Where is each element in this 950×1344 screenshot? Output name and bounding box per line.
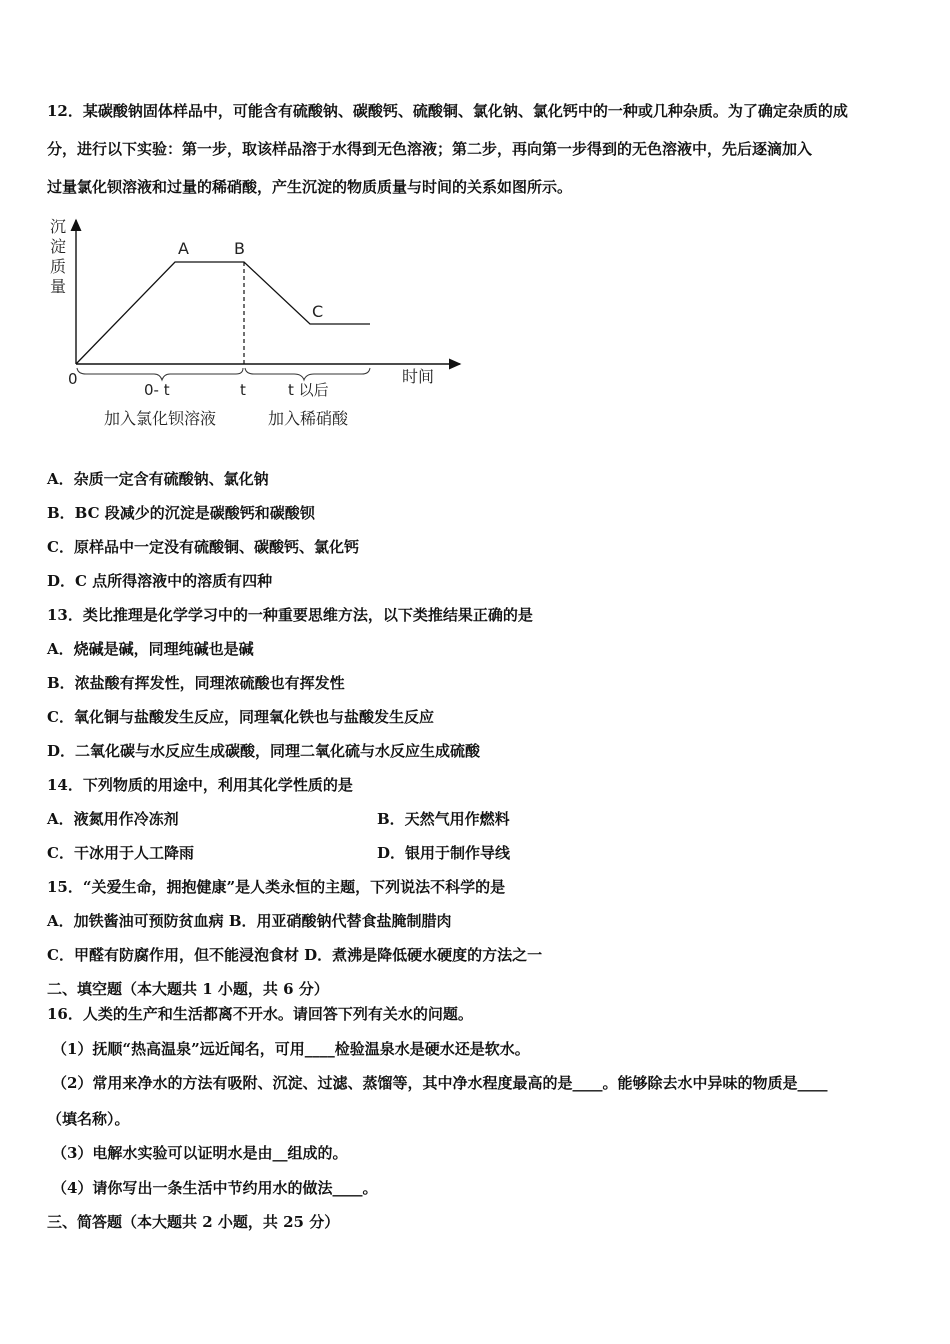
q12-option-b: B．BC 段减少的沉淀是碳酸钙和碳酸钡 — [47, 504, 315, 522]
point-c-label: C — [312, 302, 324, 321]
q12-option-d: D．C 点所得溶液中的溶质有四种 — [47, 572, 273, 590]
q16-part2: （2）常用来净水的方法有吸附、沉淀、过滤、蒸馏等，其中净水程度最高的是____。能够除去水中异味的物质是____ — [52, 1074, 828, 1092]
q14-option-d: D．银用于制作导线 — [377, 844, 511, 862]
ylabel-char: 淀 — [50, 237, 67, 256]
origin-label: 0 — [68, 370, 78, 388]
q14-option-a: A．液氮用作冷冻剂 — [47, 810, 179, 828]
tick-label-0t: 0- t — [144, 381, 170, 399]
q12-option-a: A．杂质一定含有硫酸钠、氯化钠 — [47, 470, 269, 488]
brace-stage2 — [245, 368, 370, 380]
q13-option-a: A．烧碱是碱，同理纯碱也是碱 — [47, 640, 254, 658]
q16-part1: （1）抚顺“热高温泉”远近闻名，可用____检验温泉水是硬水还是软水。 — [52, 1040, 530, 1058]
xlabel: 时间 — [402, 367, 435, 386]
q13-stem: 13．类比推理是化学学习中的一种重要思维方法，以下类推结果正确的是 — [47, 606, 533, 624]
q16-part4: （4）请你写出一条生活中节约用水的做法____。 — [52, 1179, 378, 1197]
stage2-label: 加入稀硝酸 — [268, 409, 349, 428]
precipitate-mass-graph — [40, 212, 480, 442]
stage1-label: 加入氯化钡溶液 — [104, 409, 217, 428]
q14-stem: 14．下列物质的用途中，利用其化学性质的是 — [47, 776, 353, 794]
q12-stem-line3: 过量氯化钡溶液和过量的稀硝酸，产生沉淀的物质质量与时间的关系如图所示。 — [47, 178, 573, 196]
q16-part3: （3）电解水实验可以证明水是由__组成的。 — [52, 1144, 348, 1162]
q12-stem-line1: 12．某碳酸钠固体样品中，可能含有硫酸钠、碳酸钙、硫酸铜、氯化钠、氯化钙中的一种或几种杂质。为了确定杂质的成 — [47, 102, 848, 120]
section-3-heading: 三、简答题（本大题共 2 小题，共 25 分） — [47, 1213, 340, 1231]
q12-stem-line2: 分，进行以下实验：第一步，取该样品溶于水得到无色溶液；第二步，再向第一步得到的无色溶液中，先后逐滴加入 — [47, 140, 813, 158]
tick-label-t: t — [240, 381, 246, 399]
q14-option-b: B．天然气用作燃料 — [377, 810, 510, 828]
q15-options-row2: C．甲醛有防腐作用，但不能浸泡食材 D．煮沸是降低硬水硬度的方法之一 — [47, 946, 543, 964]
ylabel-char: 沉 — [50, 217, 67, 236]
point-b-label: B — [234, 239, 245, 258]
q13-option-b: B．浓盐酸有挥发性，同理浓硫酸也有挥发性 — [47, 674, 345, 692]
q15-options-row1: A．加铁酱油可预防贫血病 B．用亚硝酸钠代替食盐腌制腊肉 — [47, 912, 452, 930]
section-2-heading: 二、填空题（本大题共 1 小题，共 6 分） — [47, 980, 329, 998]
q13-option-c: C．氧化铜与盐酸发生反应，同理氧化铁也与盐酸发生反应 — [47, 708, 434, 726]
point-a-label: A — [178, 239, 189, 258]
brace-stage1 — [77, 368, 243, 380]
q16-part2-cont: （填名称）。 — [47, 1110, 130, 1128]
mass-curve — [76, 262, 370, 364]
tick-label-after-t: t 以后 — [288, 381, 329, 399]
q14-option-c: C．干冰用于人工降雨 — [47, 844, 194, 862]
q16-stem: 16．人类的生产和生活都离不开水。请回答下列有关水的问题。 — [47, 1005, 473, 1023]
ylabel-char: 量 — [50, 277, 67, 296]
q13-option-d: D．二氧化碳与水反应生成碳酸，同理二氧化硫与水反应生成硫酸 — [47, 742, 481, 760]
ylabel-char: 质 — [50, 257, 67, 276]
q15-stem: 15．“关爱生命，拥抱健康”是人类永恒的主题，下列说法不科学的是 — [47, 878, 506, 896]
q12-option-c: C．原样品中一定没有硫酸铜、碳酸钙、氯化钙 — [47, 538, 359, 556]
